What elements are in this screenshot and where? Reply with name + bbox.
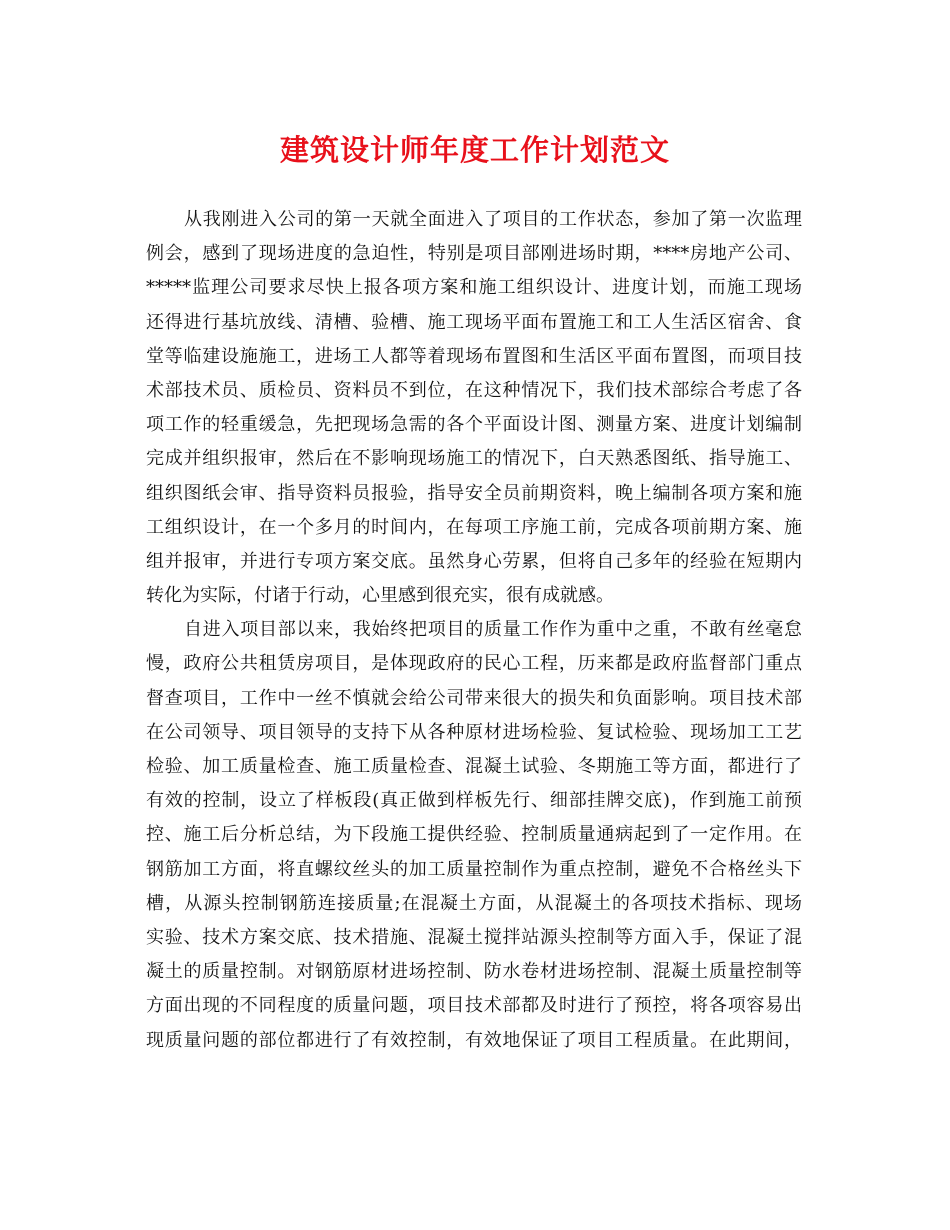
text-line: 组并报审，并进行专项方案交底。虽然身心劳累，但将自己多年的经验在短期内 <box>146 550 802 572</box>
text-line: 项工作的轻重缓急，先把现场急需的各个平面设计图、测量方案、进度计划编制 <box>146 414 802 436</box>
text-line: 组织图纸会审、指导资料员报验，指导安全员前期资料，晚上编制各项方案和施 <box>146 482 802 504</box>
text-line: 控、施工后分析总结，为下段施工提供经验、控制质量通病起到了一定作用。在 <box>146 824 802 846</box>
text-line: 督查项目，工作中一丝不慎就会给公司带来很大的损失和负面影响。项目技术部 <box>146 687 802 709</box>
text-line: 实验、技术方案交底、技术措施、混凝土搅拌站源头控制等方面入手，保证了混 <box>146 926 802 948</box>
text-line: 堂等临建设施施工，进场工人都等着现场布置图和生活区平面布置图，而项目技 <box>146 345 802 367</box>
text-line: 现质量问题的部位都进行了有效控制，有效地保证了项目工程质量。在此期间， <box>146 1029 802 1051</box>
text-line: *****监理公司要求尽快上报各项方案和施工组织设计、进度计划，而施工现场 <box>146 277 802 299</box>
text-line: 槽，从源头控制钢筋连接质量;在混凝土方面，从混凝土的各项技术指标、现场 <box>146 892 802 914</box>
document-title: 建筑设计师年度工作计划范文 <box>279 133 670 167</box>
text-line: 凝土的质量控制。对钢筋原材进场控制、防水卷材进场控制、混凝土质量控制等 <box>146 961 802 983</box>
text-line: 工组织设计，在一个多月的时间内，在每项工序施工前，完成各项前期方案、施 <box>146 516 802 538</box>
text-line: 转化为实际，付诸于行动，心里感到很充实，很有成就感。 <box>146 585 614 607</box>
text-line: 术部技术员、质检员、资料员不到位，在这种情况下，我们技术部综合考虑了各 <box>146 379 802 401</box>
paragraph-2 <box>146 613 802 1057</box>
text-line: 检验、加工质量检查、施工质量检查、混凝土试验、冬期施工等方面，都进行了 <box>146 756 802 777</box>
text-line: 完成并组织报审，然后在不影响现场施工的情况下，白天熟悉图纸、指导施工、 <box>146 448 802 470</box>
text-line: 慢，政府公共租赁房项目，是体现政府的民心工程，历来都是政府监督部门重点 <box>146 653 802 675</box>
paragraph-1 <box>146 203 802 613</box>
text-line: 自进入项目部以来，我始终把项目的质量工作作为重中之重，不敢有丝毫怠 <box>184 619 802 641</box>
text-line: 有效的控制，设立了样板段(真正做到样板先行、细部挂牌交底)，作到施工前预 <box>146 790 802 812</box>
document-body <box>146 203 802 1058</box>
text-line: 例会，感到了现场进度的急迫性，特别是项目部刚进场时期，****房地产公司、 <box>146 243 802 265</box>
text-line: 钢筋加工方面，将直螺纹丝头的加工质量控制作为重点控制，避免不合格丝头下 <box>146 858 802 880</box>
text-line: 还得进行基坑放线、清槽、验槽、施工现场平面布置施工和工人生活区宿舍、食 <box>146 311 802 333</box>
text-line: 从我刚进入公司的第一天就全面进入了项目的工作状态，参加了第一次监理 <box>184 209 802 230</box>
text-line: 方面出现的不同程度的质量问题，项目技术部都及时进行了预控，将各项容易出 <box>146 995 802 1017</box>
text-line: 在公司领导、项目领导的支持下从各种原材进场检验、复试检验、现场加工工艺 <box>146 721 802 743</box>
